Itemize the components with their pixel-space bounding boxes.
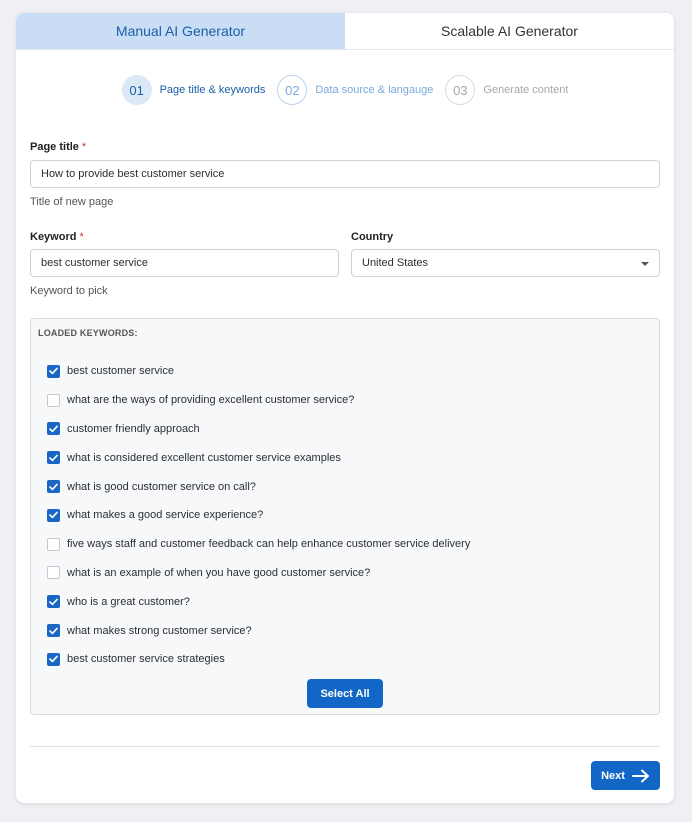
keyword-item[interactable]: [47, 472, 470, 501]
keyword-hint: Keyword to pick: [30, 285, 108, 297]
checkbox-checked[interactable]: [47, 653, 60, 666]
keyword-text: what is an example of when you have good customer service?: [67, 566, 371, 579]
checkmark-icon: [49, 425, 58, 433]
keyword-text: best customer service: [67, 365, 174, 378]
keyword-list: [47, 357, 470, 674]
tab-manual-ai-generator[interactable]: Manual AI Generator: [16, 13, 345, 49]
keyword-label: [30, 231, 84, 243]
keyword-text: what makes a good service experience?: [67, 509, 264, 522]
step-data-source-language[interactable]: [277, 75, 433, 105]
keyword-item[interactable]: [47, 501, 470, 530]
checkmark-icon: [49, 367, 58, 375]
keyword-value: best customer service: [41, 257, 148, 269]
checkmark-icon: [49, 483, 58, 491]
checkbox-unchecked[interactable]: [47, 566, 60, 579]
step-label: Data source & langauge: [315, 84, 434, 96]
keyword-text: who is a great customer?: [67, 595, 190, 608]
page-title-hint: Title of new page: [30, 196, 114, 208]
generator-card: [16, 13, 674, 803]
keyword-text: what is good customer service on call?: [67, 480, 256, 493]
checkbox-checked[interactable]: [47, 624, 60, 637]
checkbox-unchecked[interactable]: [47, 538, 60, 551]
checkbox-checked[interactable]: [47, 595, 60, 608]
keyword-input[interactable]: [30, 249, 339, 277]
keyword-item[interactable]: [47, 357, 470, 386]
checkbox-unchecked[interactable]: [47, 394, 60, 407]
loaded-keywords-title: LOADED KEYWORDS:: [38, 328, 138, 338]
keyword-item[interactable]: [47, 415, 470, 444]
keyword-item[interactable]: [47, 645, 470, 674]
checkmark-icon: [49, 454, 58, 462]
next-button[interactable]: [591, 761, 660, 790]
keyword-item[interactable]: [47, 559, 470, 588]
keyword-item[interactable]: [47, 443, 470, 472]
step-number: 02: [277, 75, 307, 105]
next-button-label: Next: [601, 769, 625, 782]
keyword-text: what is considered excellent customer service examples: [67, 451, 341, 464]
keyword-text: what are the ways of providing excellent customer service?: [67, 394, 355, 407]
keyword-item[interactable]: [47, 616, 470, 645]
checkbox-checked[interactable]: [47, 480, 60, 493]
caret-down-icon: [641, 262, 649, 266]
checkmark-icon: [49, 511, 58, 519]
checkmark-icon: [49, 598, 58, 606]
tab-scalable-ai-generator[interactable]: Scalable AI Generator: [345, 13, 674, 49]
page-title-label-text: Page title: [30, 141, 79, 153]
loaded-keywords-panel: [30, 318, 660, 715]
required-mark: *: [81, 141, 87, 153]
checkmark-icon: [49, 655, 58, 663]
required-mark: *: [79, 231, 84, 243]
step-number: 01: [122, 75, 152, 105]
country-label: Country: [351, 231, 394, 243]
checkbox-checked[interactable]: [47, 509, 60, 522]
step-page-title-keywords[interactable]: [122, 75, 266, 105]
step-generate-content[interactable]: [445, 75, 568, 105]
country-select[interactable]: [351, 249, 660, 277]
select-all-button[interactable]: Select All: [307, 679, 383, 708]
keyword-text: five ways staff and customer feedback can help enhance customer service delivery: [67, 538, 471, 551]
keyword-item[interactable]: [47, 530, 470, 559]
page-title-input[interactable]: [30, 160, 660, 188]
generator-tabs: [16, 13, 674, 50]
keyword-text: best customer service strategies: [67, 653, 225, 666]
page-title-label: [30, 141, 86, 153]
arrow-right-icon: [632, 769, 650, 783]
keyword-text: customer friendly approach: [67, 422, 200, 435]
footer-divider: [30, 746, 660, 747]
checkbox-checked[interactable]: [47, 422, 60, 435]
keyword-item[interactable]: [47, 587, 470, 616]
checkmark-icon: [49, 627, 58, 635]
keyword-item[interactable]: [47, 386, 470, 415]
checkbox-checked[interactable]: [47, 365, 60, 378]
keyword-label-text: Keyword: [30, 231, 77, 243]
step-number: 03: [445, 75, 475, 105]
keyword-text: what makes strong customer service?: [67, 624, 252, 637]
country-selected-value: United States: [362, 257, 429, 269]
step-label: Page title & keywords: [159, 84, 266, 96]
progress-stepper: [16, 75, 674, 105]
checkbox-checked[interactable]: [47, 451, 60, 464]
page-title-value: How to provide best customer service: [41, 168, 225, 180]
step-label: Generate content: [483, 84, 569, 96]
